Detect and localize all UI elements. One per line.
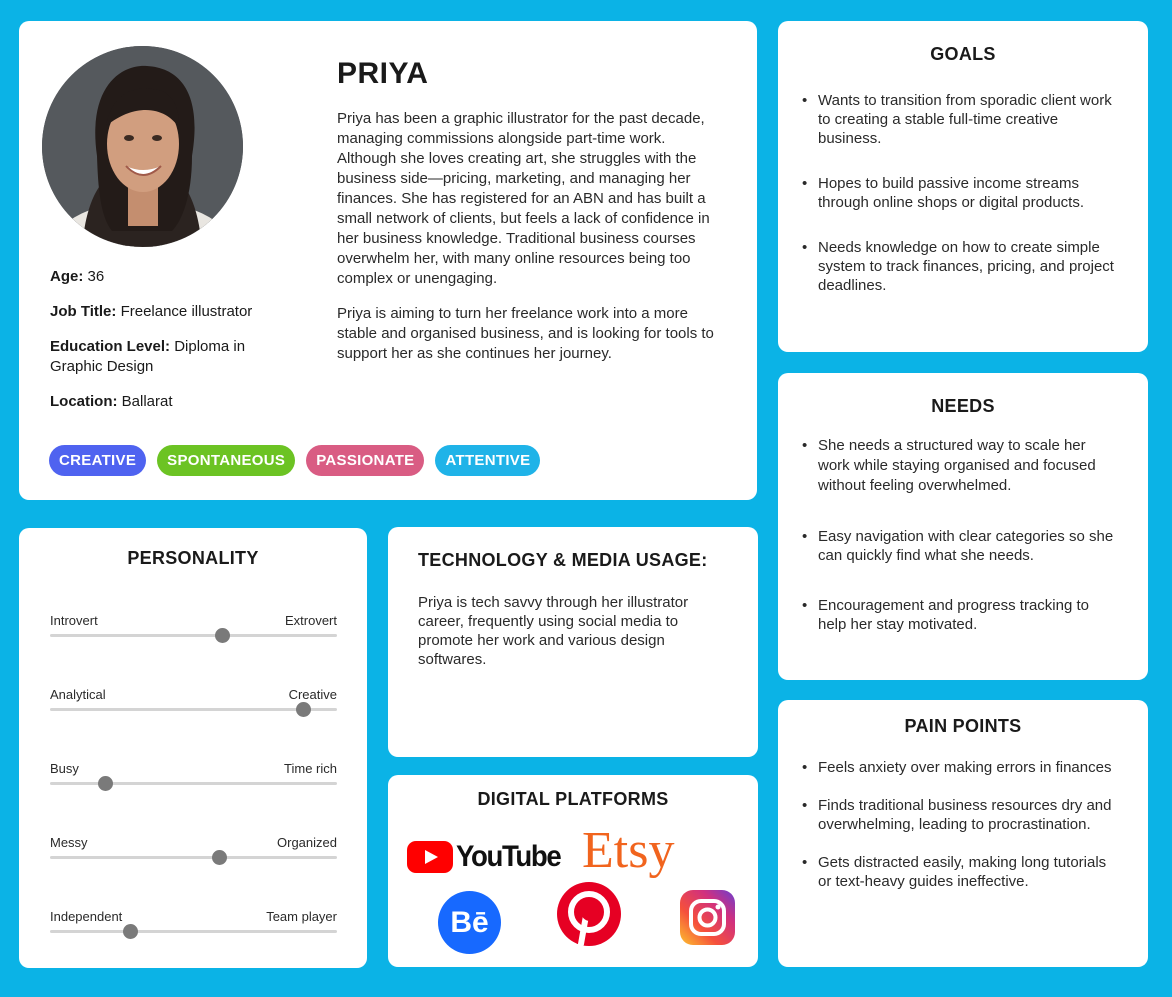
slider-track: [50, 782, 337, 785]
slider-knob: [98, 776, 113, 791]
trait-tags: [49, 445, 540, 476]
slider-left-label: Messy: [50, 835, 88, 850]
bio-paragraph: Priya has been a graphic illustrator for the past decade, managing commissions alongside part-time work. Although she loves creating art, she struggles with the business side—pricing, marketing, and managing her finances. She has registered for an ABN and has built a small network of clients, but feels a lack of confidence in her business knowledge. Traditional business courses overwhelm her, with many online resources being too complex or unengaging.: [337, 110, 710, 287]
personality-card: [19, 528, 367, 968]
slider-knob: [296, 702, 311, 717]
technology-text: Priya is tech savvy through her illustrator career, frequently using social media to promote her work and various design softwares.: [418, 594, 689, 668]
goals-title: GOALS: [930, 44, 996, 64]
list-item: • Gets distracted easily, making long tutorials or text-heavy guides ineffective.: [802, 853, 1120, 891]
list-item: • Finds traditional business resources dry and overwhelming, leading to procrastination.: [802, 796, 1120, 834]
slider-knob: [212, 850, 227, 865]
slider-introvert-extrovert: [50, 613, 337, 637]
needs-card: [778, 373, 1148, 680]
slider-left-label: Busy: [50, 761, 79, 776]
youtube-play-icon: [407, 841, 453, 873]
goals-card: [778, 21, 1148, 352]
persona-bio: [337, 109, 722, 379]
slider-right-label: Team player: [266, 909, 337, 924]
pinterest-icon: [557, 882, 621, 946]
tag-passionate: PASSIONATE: [306, 445, 424, 476]
slider-analytical-creative: [50, 687, 337, 711]
list-item: • Needs knowledge on how to create simple system to track finances, pricing, and project deadlines.: [802, 238, 1120, 295]
fact-education: Education Level: Diploma in Graphic Design: [50, 338, 246, 375]
etsy-logo: Etsy: [582, 822, 675, 879]
instagram-icon: [680, 890, 735, 945]
slider-right-label: Time rich: [284, 761, 337, 776]
slider-knob: [123, 924, 138, 939]
digital-platforms-title: DIGITAL PLATFORMS: [477, 789, 669, 809]
technology-title: TECHNOLOGY & MEDIA USAGE:: [418, 550, 708, 570]
list-item: • Feels anxiety over making errors in finances: [802, 758, 1120, 777]
slider-track: [50, 634, 337, 637]
bio-paragraph: Priya is aiming to turn her freelance work into a more stable and organised business, and is looking for tools to support her as she continues her journey.: [337, 305, 714, 362]
avatar-illustration: [42, 46, 243, 247]
slider-track: [50, 856, 337, 859]
slider-left-label: Independent: [50, 909, 123, 924]
persona-name: PRIYA: [337, 57, 429, 90]
profile-photo: [42, 46, 243, 247]
slider-busy-time-rich: [50, 761, 337, 785]
instagram-logo: [680, 890, 735, 950]
slider-right-label: Organized: [277, 835, 337, 850]
slider-track: [50, 930, 337, 933]
slider-track: [50, 708, 337, 711]
digital-platforms-card: [388, 775, 758, 967]
youtube-logo: [407, 840, 569, 874]
needs-title: NEEDS: [931, 396, 995, 416]
slider-right-label: Creative: [288, 687, 337, 702]
pain-points-list: [802, 758, 1120, 891]
slider-left-label: Analytical: [50, 687, 106, 702]
goals-list: [802, 91, 1120, 295]
list-item: • Wants to transition from sporadic client work to creating a stable full-time creative business.: [802, 91, 1120, 148]
tag-attentive: ATTENTIVE: [435, 445, 540, 476]
fact-age: Age: 36: [50, 268, 105, 285]
tag-creative: CREATIVE: [49, 445, 146, 476]
tag-spontaneous: SPONTANEOUS: [157, 445, 295, 476]
slider-knob: [215, 628, 230, 643]
pain-points-card: [778, 700, 1148, 967]
slider-messy-organized: [50, 835, 337, 859]
list-item: • She needs a structured way to scale her work while staying organised and focused without feeling overwhelmed.: [802, 436, 1120, 496]
slider-right-label: Extrovert: [284, 613, 337, 628]
youtube-wordmark: YouTube: [456, 840, 561, 873]
behance-logo: Bē: [438, 891, 501, 954]
slider-left-label: Introvert: [50, 613, 98, 628]
slider-independent-team-player: [50, 909, 337, 933]
technology-card: [388, 527, 758, 757]
pain-points-title: PAIN POINTS: [904, 716, 1022, 736]
profile-card: [19, 21, 757, 500]
fact-job-title: Job Title: Freelance illustrator: [50, 303, 253, 320]
list-item: • Easy navigation with clear categories so she can quickly find what she needs.: [802, 527, 1120, 565]
pinterest-logo: [557, 882, 621, 951]
fact-location: Location: Ballarat: [50, 393, 173, 410]
needs-list: [802, 436, 1120, 634]
personality-title: PERSONALITY: [127, 548, 259, 568]
profile-facts: [50, 267, 290, 427]
list-item: • Encouragement and progress tracking to help her stay motivated.: [802, 596, 1120, 634]
list-item: • Hopes to build passive income streams through online shops or digital products.: [802, 174, 1120, 212]
